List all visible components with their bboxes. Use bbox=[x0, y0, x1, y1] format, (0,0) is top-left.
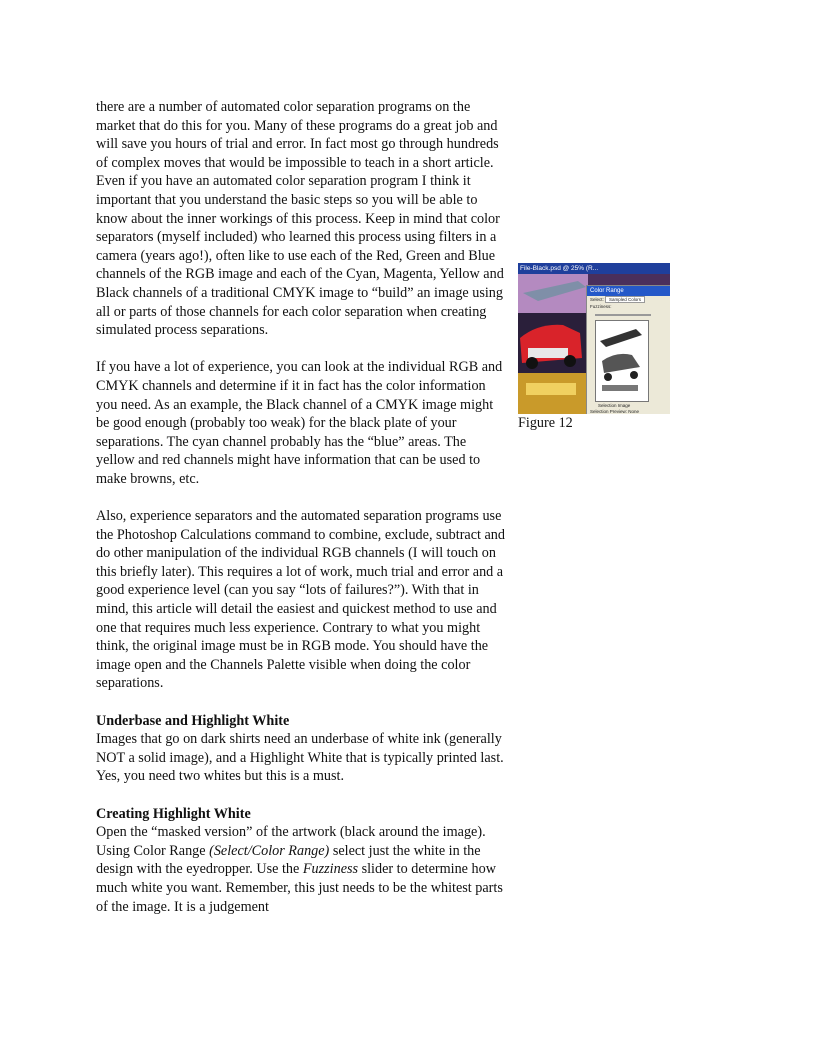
fuzziness-slider bbox=[595, 314, 651, 316]
figure-12-screenshot bbox=[518, 263, 670, 414]
article-column bbox=[96, 98, 506, 935]
paragraph: Images that go on dark shirts need an underbase of white ink (generally NOT a solid image), and a Highlight White that is typically printed last. Yes, you need two whites but this is a must. bbox=[96, 731, 504, 785]
radio-options: Selection Image bbox=[598, 403, 631, 408]
section-heading: Creating Highlight White bbox=[96, 805, 251, 822]
paragraph: Open the “masked version” of the artwork (black around the image). Using Color Range (Select/Color Range) select just the white in the design with the eyedropper. Use the Fuzziness slider to determine how much white you want. Remember, this just needs to be the whitest parts of the image. It is a judgement bbox=[96, 824, 503, 915]
selection-preview bbox=[595, 320, 649, 402]
section-heading: Underbase and Highlight White bbox=[96, 712, 290, 729]
dialog-title: Color Range bbox=[587, 286, 670, 296]
color-range-dialog bbox=[586, 285, 670, 414]
window-titlebar: File-Black.psd @ 25% (R... bbox=[518, 263, 670, 274]
select-row: Select: Sampled Colors bbox=[587, 296, 670, 303]
paragraph: Also, experience separators and the automated separation programs use the Photoshop Calculations command to combine, exclude, subtract and do other manipulation of the individual RGB channels (I will touch on this briefly later). This requires a lot of work, much trial and error and a good experience level (can you say “lots of failures?”). With that in mind, this article will detail the easiest and quickest method to use and one that requires much less experience. Contrary to what you might think, the original image must be in RGB mode. You should have the image open and the Channels Palette visible when doing the color separations. bbox=[96, 508, 505, 692]
preview-mask bbox=[596, 321, 648, 401]
preview-row: Selection Preview: None bbox=[590, 409, 640, 414]
paragraph: If you have a lot of experience, you can look at the individual RGB and CMYK channels and determine if it in fact has the color information you need. As an example, the Black channel of a CMYK image might be good enough (probably too weak) for the black plate of your separations. The cyan channel probably has the “blue” areas. The yellow and red channels might have information that can be used to make browns, etc. bbox=[96, 359, 503, 487]
paragraph: there are a number of automated color separation programs on the market that do this for you. Many of these programs do a great job and will save you hours of trial and error. In fact most go through hundreds of complex moves that would be impossible to teach in a short article. Even if you have an automated color separation program I think it important that you understand the basic steps so you will be able to know about the inner workings of this process. Keep in mind that color separators (myself included) who learned this process using filters in a camera (years ago!), often like to use each of the Red, Green and Blue channels of the RGB image and each of the Cyan, Magenta, Yellow and Black channels of a traditional CMYK image to “build” an image using all or parts of those channels for each color separation when creating simulated process separations. bbox=[96, 99, 504, 339]
fuzziness-row: Fuzziness: bbox=[590, 304, 612, 309]
figure-caption: Figure 12 bbox=[518, 415, 573, 431]
